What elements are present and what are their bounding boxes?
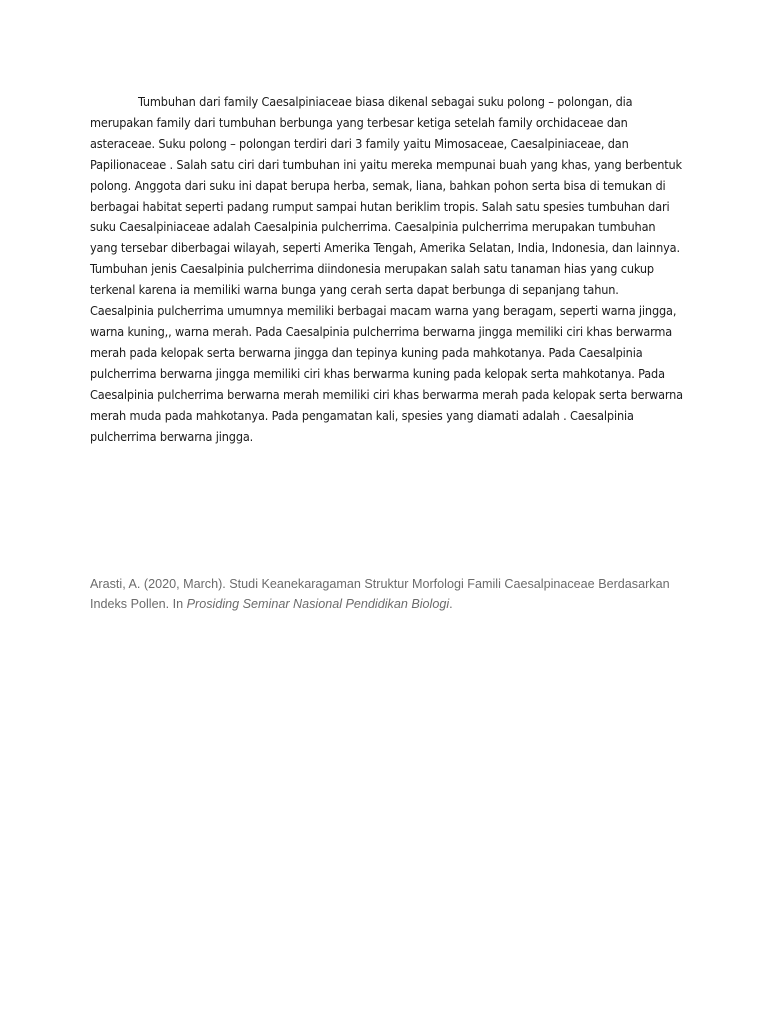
reference-end: . — [449, 597, 453, 611]
reference-source: Prosiding Seminar Nasional Pendidikan Biologi — [186, 597, 450, 611]
reference-entry — [90, 574, 690, 614]
reference-text: Arasti, A. (2020, March). Studi Keanekaragaman Struktur Morfologi Famili Caesalpinaceae Berdasarkan Indeks Pollen. In — [90, 577, 670, 611]
body-paragraph: Tumbuhan dari family Caesalpiniaceae biasa dikenal sebagai suku polong – polongan, dia merupakan family dari tumbuhan berbunga yang terbesar ketiga setelah family orchidaceae dan asteraceae. Suku polong – polongan terdiri dari 3 family yaitu Mimosaceae, Caesalpiniaceae, dan Papilionaceae . Salah satu ciri dari tumbuhan ini yaitu mereka mempunai buah yang khas, yang berbentuk polong. Anggota dari suku ini dapat berupa herba, semak, liana, bahkan pohon serta bisa di temukan di berbagai habitat seperti padang rumput sampai hutan beriklim tropis. Salah satu spesies tumbuhan dari suku Caesalpiniaceae adalah Caesalpinia pulcherrima. Caesalpinia pulcherrima merupakan tumbuhan yang tersebar diberbagai wilayah, seperti Amerika Tengah, Amerika Selatan, India, Indonesia, dan lainnya. Tumbuhan jenis Caesalpinia pulcherrima diindonesia merupakan salah satu tanaman hias yang cukup terkenal karena ia memiliki warna bunga yang cerah serta dapat berbunga di sepanjang tahun. Caesalpinia pulcherrima umumnya memiliki berbagai macam warna yang beragam, seperti warna jingga, warna kuning,, warna merah. Pada Caesalpinia pulcherrima berwarna jingga memiliki ciri khas berwarma merah pada kelopak serta berwarna jingga dan tepinya kuning pada mahkotanya. Pada Caesalpinia pulcherrima berwarna jingga memiliki ciri khas berwarma kuning pada kelopak serta mahkotanya. Pada Caesalpinia pulcherrima berwarna merah memiliki ciri khas berwarma merah pada kelopak serta berwarna merah muda pada mahkotanya. Pada pengamatan kali, spesies yang diamati adalah . Caesalpinia pulcherrima berwarna jingga. — [90, 94, 683, 444]
